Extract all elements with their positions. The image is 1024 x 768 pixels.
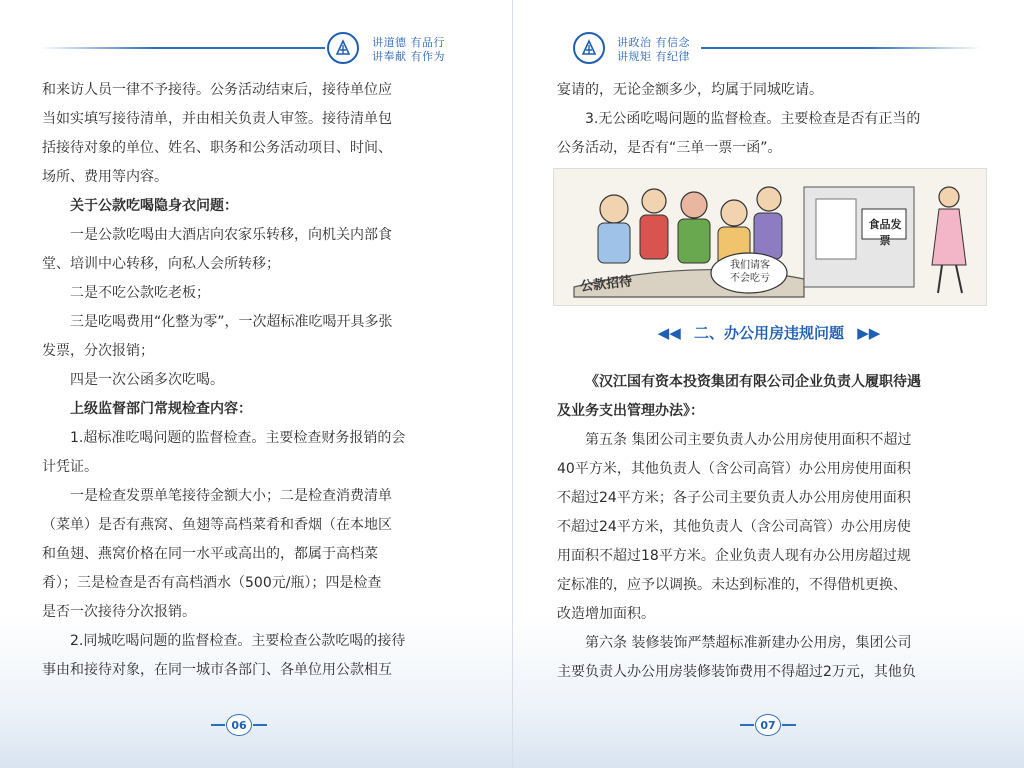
- text-line: 2.同城吃喝问题的监督检查。主要检查公款吃喝的接待: [70, 633, 406, 649]
- text-line: 公务活动，是否有“三单一票一函”。: [557, 140, 782, 156]
- regulation-title: 《汉江国有资本投资集团有限公司企业负责人履职待遇: [585, 374, 921, 390]
- double-left-arrow-icon: ◀◀: [657, 324, 681, 342]
- regulation-title: 及业务支出管理办法》：: [557, 403, 704, 419]
- emblem-icon: [573, 32, 605, 64]
- slogan-line-1: 讲政治 有信念: [617, 36, 690, 49]
- text-line: 三是吃喝费用“化整为零”，一次超标准吃喝开具多张: [70, 314, 393, 330]
- text-line: 发票，分次报销；: [42, 343, 154, 359]
- section-title: [553, 322, 985, 343]
- text-line: 一是公款吃喝由大酒店向农家乐转移，向机关内部食: [70, 227, 392, 243]
- text-line: 四是一次公函多次吃喝。: [70, 372, 224, 388]
- text-line: 计凭证。: [42, 459, 98, 475]
- section-title-text: 二、办公用房违规问题: [693, 324, 844, 342]
- text-line: 场所、费用等内容。: [42, 169, 168, 185]
- bubble-line-2: 不会吃亏: [730, 273, 770, 284]
- text-line: 是否一次接待分次报销。: [42, 604, 196, 620]
- text-line: 定标准的，应予以调换。未达到标准的，不得借机更换、: [557, 577, 907, 593]
- cartoon-bubble: [720, 259, 780, 285]
- header-slogan: [617, 36, 690, 64]
- text-line: 一是检查发票单笔接待金额大小；二是检查消费清单: [70, 488, 392, 504]
- text-line: 主要负责人办公用房装修装饰费用不得超过2万元，其他负: [557, 664, 916, 680]
- subheading: 关于公款吃喝隐身衣问题：: [70, 198, 238, 214]
- bubble-line-1: 我们请客: [730, 260, 770, 271]
- page-number: 06: [226, 714, 252, 736]
- slogan-line-2: 讲奉献 有作为: [372, 50, 445, 63]
- slogan-line-1: 讲道德 有品行: [372, 36, 445, 49]
- text-line: 堂、培训中心转移，向私人会所转移；: [42, 256, 280, 272]
- text-line: 不超过24平方米，其他负责人（含公司高管）办公用房使: [557, 519, 911, 535]
- text-line: 事由和接待对象，在同一城市各部门、各单位用公款相互: [42, 662, 392, 678]
- double-right-arrow-icon: ▶▶: [857, 324, 881, 342]
- cartoon-board-text: 食品发票: [868, 218, 902, 247]
- text-line: （菜单）是否有燕窝、鱼翅等高档菜肴和香烟（在本地区: [42, 517, 392, 533]
- text-line: 和来访人员一律不予接待。公务活动结束后，接待单位应: [42, 82, 392, 98]
- text-line: 第五条 集团公司主要负责人办公用房使用面积不超过: [585, 432, 912, 448]
- emblem-icon: [327, 32, 359, 64]
- text-line: 不超过24平方米；各子公司主要负责人办公用房使用面积: [557, 490, 911, 506]
- header-rule: [701, 47, 981, 49]
- right-top-text: [557, 76, 993, 163]
- right-bottom-text: [557, 368, 993, 687]
- right-page: [512, 0, 1024, 768]
- text-line: 括接待对象的单位、姓名、职务和公务活动项目、时间、: [42, 140, 392, 156]
- text-line: 第六条 装修装饰严禁超标准新建办公用房，集团公司: [585, 635, 912, 651]
- cartoon-illustration: [553, 168, 987, 306]
- text-line: 1.超标准吃喝问题的监督检查。主要检查财务报销的会: [70, 430, 406, 446]
- text-line: 和鱼翅、燕窝价格在同一水平或高出的，都属于高档菜: [42, 546, 378, 562]
- text-line: 当如实填写接待清单，并由相关负责人审签。接待清单包: [42, 111, 392, 127]
- cartoon-sign: 公款招待: [579, 274, 633, 295]
- text-line: 用面积不超过18平方米。企业负责人现有办公用房超过规: [557, 548, 911, 564]
- page-number: 07: [755, 714, 781, 736]
- header-rule: [40, 47, 325, 49]
- subheading: 上级监督部门常规检查内容：: [70, 401, 252, 417]
- header-slogan: [372, 36, 445, 64]
- text-line: 3.无公函吃喝问题的监督检查。主要检查是否有正当的: [585, 111, 921, 127]
- text-line: 二是不吃公款吃老板；: [70, 285, 210, 301]
- text-line: 肴）；三是检查是否有高档酒水（500元/瓶）；四是检查: [42, 575, 382, 591]
- text-line: 改造增加面积。: [557, 606, 655, 622]
- left-body-text: [42, 76, 478, 685]
- text-line: 40平方米，其他负责人（含公司高管）办公用房使用面积: [557, 461, 911, 477]
- slogan-line-2: 讲规矩 有纪律: [617, 50, 690, 63]
- text-line: 宴请的，无论金额多少，均属于同城吃请。: [557, 82, 823, 98]
